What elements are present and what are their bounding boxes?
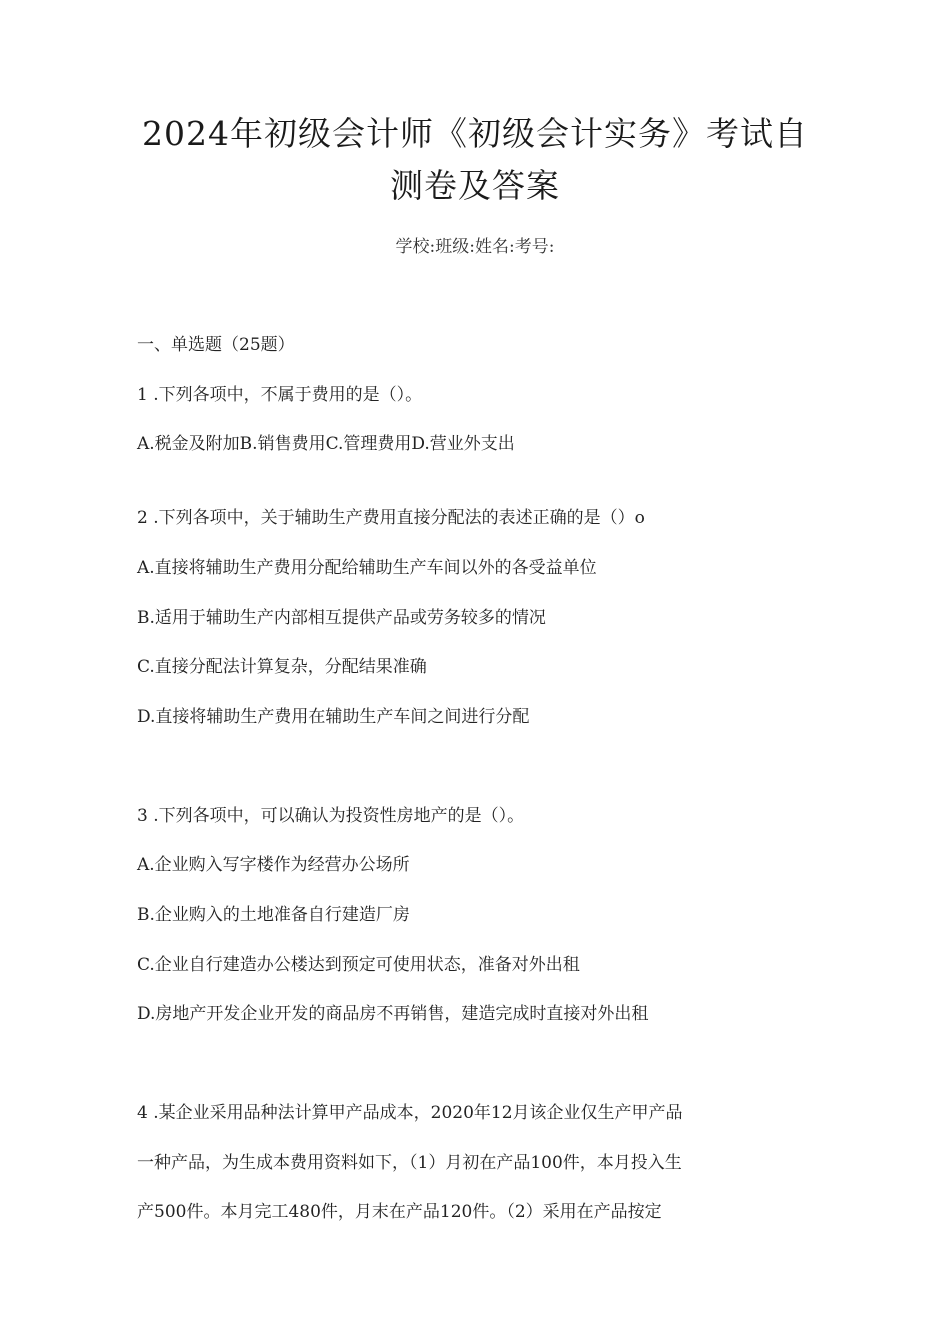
question-4-stem-line-1: 4 .某企业采用品种法计算甲产品成本，2020年12月该企业仅生产甲产品 (137, 1103, 683, 1123)
question-1-stem: 1 .下列各项中，不属于费用的是（）。 (137, 385, 423, 405)
question-1-options: A.税金及附加B.销售费用C.管理费用D.营业外支出 (137, 434, 515, 454)
document-title-line-2: 测卷及答案 (390, 166, 560, 205)
question-4-stem-line-3: 产500件。本月完工480件，月末在产品120件。（2）采用在产品按定 (137, 1202, 662, 1222)
question-2-option-c: C.直接分配法计算复杂，分配结果准确 (137, 657, 427, 677)
question-3-option-d: D.房地产开发企业开发的商品房不再销售，建造完成时直接对外出租 (137, 1004, 649, 1024)
question-2-option-b: B.适用于辅助生产内部相互提供产品或劳务较多的情况 (137, 608, 546, 628)
question-3-option-a: A.企业购入写字楼作为经营办公场所 (137, 855, 410, 875)
section-heading: 一、单选题（25题） (137, 335, 295, 355)
question-3-option-c: C.企业自行建造办公楼达到预定可使用状态，准备对外出租 (137, 955, 580, 975)
question-3-option-b: B.企业购入的土地准备自行建造厂房 (137, 905, 410, 925)
question-2-option-d: D.直接将辅助生产费用在辅助生产车间之间进行分配 (137, 707, 530, 727)
student-info-line: 学校:班级:姓名:考号: (395, 237, 555, 257)
document-title-line-1: 2024年初级会计师《初级会计实务》考试自 (142, 114, 808, 153)
question-2-option-a: A.直接将辅助生产费用分配给辅助生产车间以外的各受益单位 (137, 558, 597, 578)
question-3-stem: 3 .下列各项中，可以确认为投资性房地产的是（）。 (137, 806, 525, 826)
question-4-stem-line-2: 一种产品，为生成本费用资料如下，（1）月初在产品100件，本月投入生 (137, 1153, 682, 1173)
question-2-stem: 2 .下列各项中，关于辅助生产费用直接分配法的表述正确的是（）o (137, 508, 645, 528)
